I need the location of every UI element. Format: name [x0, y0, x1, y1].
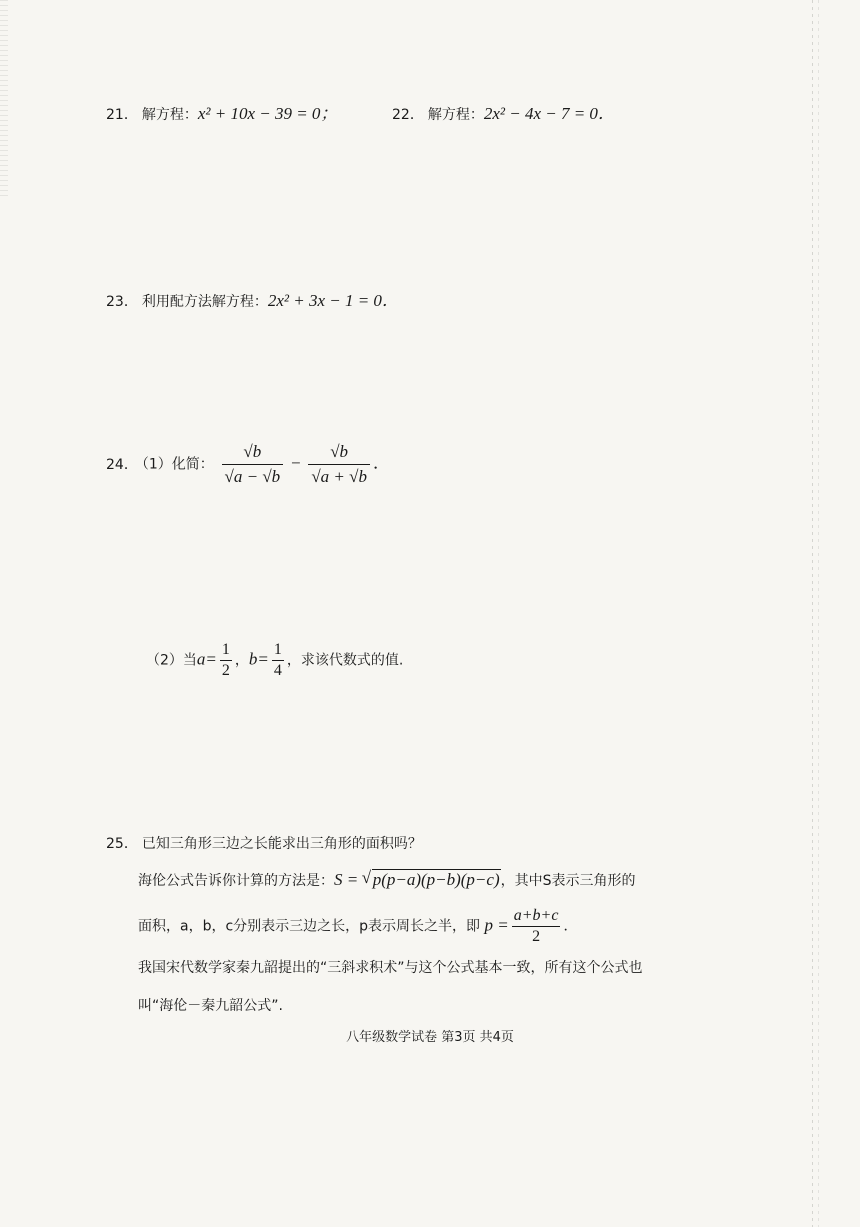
fraction-numerator: 1 [220, 640, 232, 661]
equation: 2x² + 3x − 1 = 0． [267, 291, 399, 310]
question-22 [392, 103, 615, 126]
fraction-numerator: √b [222, 440, 284, 465]
question-number: 25． [106, 836, 138, 852]
question-25-line-2 [138, 868, 636, 893]
scan-artifact-left [0, 0, 8, 200]
fraction-denominator: 4 [273, 662, 282, 679]
p-equals: p = [484, 915, 509, 935]
a-value-fraction [220, 640, 232, 681]
question-number: 23． [106, 294, 138, 310]
fraction-denominator: 2 [532, 928, 541, 945]
fraction-numerator: a+b+c [512, 906, 561, 927]
question-label: 解方程： [427, 107, 484, 123]
part-label: （1）化简： [141, 456, 214, 473]
a-equals: a= [196, 649, 217, 669]
fraction-numerator: √b [308, 440, 370, 465]
b-equals: b= [248, 649, 269, 669]
part-text: ，求该代数式的值. [286, 652, 404, 669]
text: ． [563, 918, 578, 935]
equation: x² + 10x − 39 = 0； [197, 104, 338, 123]
question-25 [106, 832, 422, 855]
question-21 [106, 103, 337, 126]
fraction-1 [222, 440, 284, 489]
minus-sign: − [290, 453, 301, 473]
question-number: 22． [392, 107, 424, 123]
period: ． [372, 453, 390, 473]
question-25-line-4: 我国宋代数学家秦九韶提出的“三斜求积术”与这个公式基本一致，所有这个公式也 [138, 960, 643, 976]
formula-lhs: S = [334, 870, 359, 889]
question-label: 解方程： [141, 107, 198, 123]
text: 海伦公式告诉你计算的方法是： [138, 873, 334, 889]
question-24-part-2 [146, 640, 403, 681]
question-25-line-5: 叫“海伦－秦九韶公式”. [138, 998, 283, 1014]
question-25-line-3 [138, 906, 577, 947]
b-value-fraction [272, 640, 284, 681]
page-footer: 八年级数学试卷 第3页 共4页 [346, 1030, 514, 1045]
fraction-numerator: 1 [272, 640, 284, 661]
text: ，其中S表示三角形的 [500, 873, 636, 889]
question-line-1: 已知三角形三边之长能求出三角形的面积吗？ [141, 836, 422, 852]
radicand: p(p−a)(p−b)(p−c) [372, 870, 500, 889]
fraction-2 [308, 440, 370, 489]
text: 面积，a，b，c分别表示三边之长，p表示周长之半，即 [138, 918, 481, 935]
fraction-denominator: √a + √b [311, 467, 367, 486]
equation: 2x² − 4x − 7 = 0． [483, 104, 615, 123]
question-number: 21． [106, 107, 138, 123]
question-23 [106, 290, 399, 313]
square-root [363, 868, 501, 892]
part-label: （2）当 [146, 652, 197, 669]
question-label: 利用配方法解方程： [141, 294, 268, 310]
fraction-denominator: √a − √b [224, 467, 281, 486]
question-24-part-1 [106, 440, 390, 489]
fraction-denominator: 2 [221, 662, 230, 679]
p-fraction [512, 906, 561, 947]
separator: ， [234, 652, 249, 669]
question-number: 24． [106, 456, 138, 473]
